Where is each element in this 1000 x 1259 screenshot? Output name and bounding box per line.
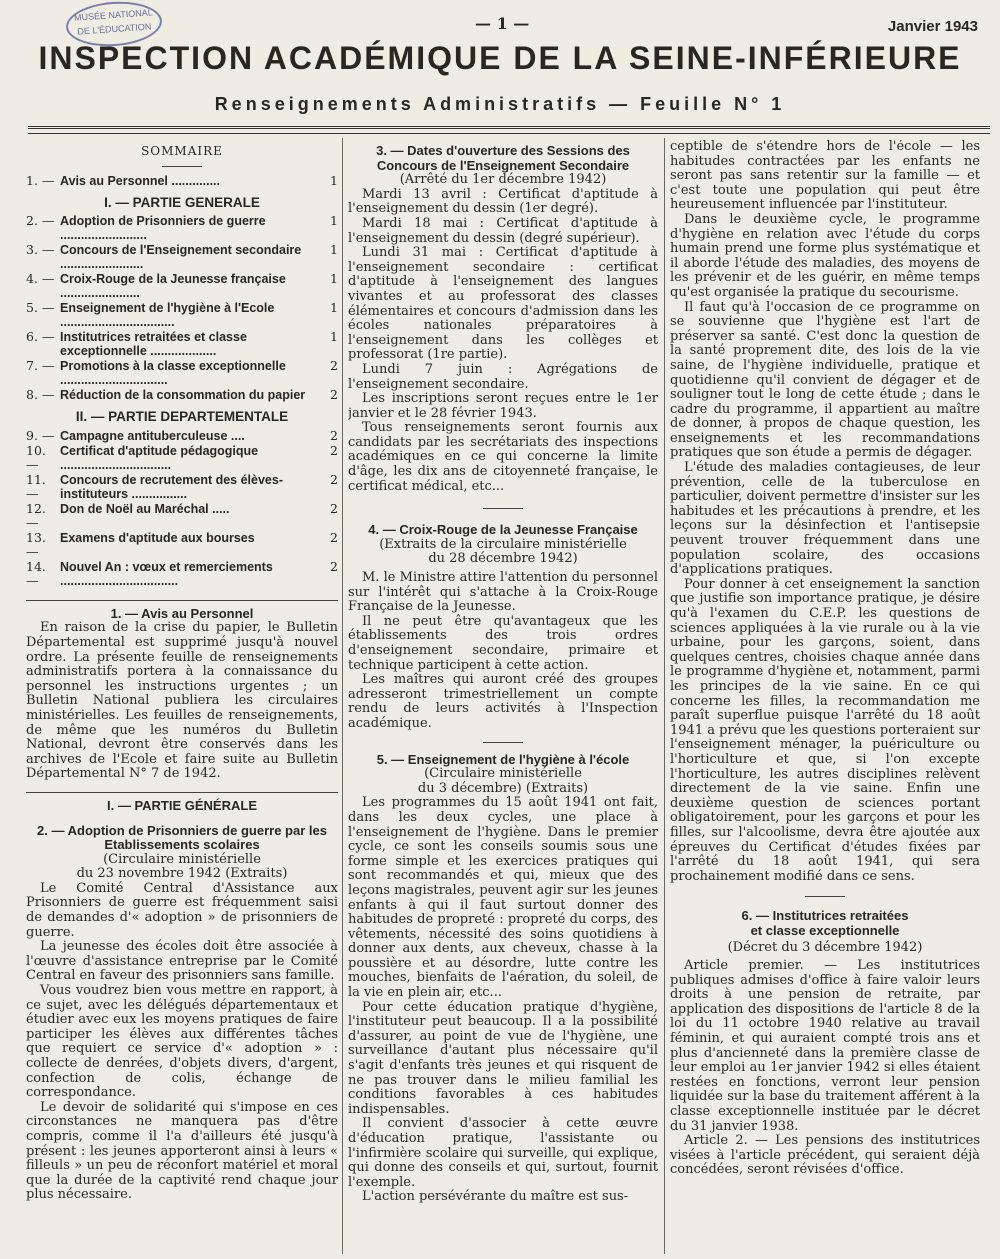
divider [26,792,338,793]
toc-entry [26,330,338,358]
toc-entry [26,243,338,271]
stamp-line-1: MUSÉE NATIONAL [73,7,154,23]
toc-page: 1 [330,271,338,287]
toc-page: 1 [330,242,338,258]
paragraph: M. le Ministre attire l'attention du personnel sur l'intérêt qui s'attache à la Croix-Rouge Française de la Jeunesse. [348,570,658,615]
divider [162,166,202,167]
section-subtitle: (Arrêté du 1er décembre 1942) [399,172,607,188]
masthead-title: INSPECTION ACADÉMIQUE DE LA SEINE-INFÉRIEURE [38,40,962,76]
toc-entry [26,560,338,588]
toc-entry [26,531,338,559]
toc-list-2 [26,429,338,588]
toc-number: 6. — [26,329,55,345]
sommaire-title: SOMMAIRE [141,144,223,158]
paragraph: Le Comité Central d'Assistance aux Prisonniers de guerre est fréquemment saisi de demandes d'« adoption » de prisonniers de guerre. [26,880,338,940]
column-2 [348,140,658,1252]
section-2-title: 2. — Adoption de Prisonniers de guerre par les Etablissements scolaires [37,822,327,853]
toc-text: Institutrices retraitées et classe exceptionnelle ................... [60,330,247,359]
column-3 [670,140,980,1252]
toc-part-heading: II. — PARTIE DEPARTEMENTALE [75,409,289,425]
toc-text: Enseignement de l'hygiène à l'Ecole ................................. [60,301,275,330]
toc-page: 2 [330,558,338,574]
toc-text: Concours de recrutement des élèves-instituteurs ................ [60,472,283,501]
toc-text: Examens d'aptitude aux bourses [60,530,255,545]
section-5-title: 5. — Enseignement de l'hygiène à l'école [376,751,630,767]
toc-page: 2 [330,442,338,458]
toc-page: 2 [330,529,338,545]
toc-list-1 [26,214,338,402]
toc-page: 1 [330,172,338,188]
section-subtitle: du 3 décembre) (Extraits) [417,780,589,796]
toc-entry [26,301,338,329]
toc-text: Campagne antituberculeuse .... [60,428,245,443]
toc-text: Avis au Personnel .............. [60,173,221,188]
paragraph: Lundi 7 juin : Agrégations de l'enseignement secondaire. [348,361,658,392]
paragraph: Il faut qu'à l'occasion de ce programme on se souvienne que l'hygiène est l'art de préserver sa santé. C'est donc la question de la santé proprement dite, des lois de la vie saine, de l'hygiène individuelle, pratique et quotidienne qu'il convient de dégager et de souligner tout le long de cette étude ; dans le cadre du programme, il appartient au maître de donner, à propos de chaque question, les enseignements et les recommandations pratiques que son étude a permis de dégager. [670,299,980,461]
section-subtitle: (Circulaire ministérielle [424,766,582,782]
section-subtitle: du 28 décembre 1942) [428,551,578,567]
paragraph: Le devoir de solidarité qui s'impose en ces circonstances ne manquera pas d'être compris, comme il l'a d'ailleurs été jusqu'à présent : les jeunes apporteront ainsi à leurs « filleuls » un peu de réconfort matériel et moral que la durée de la captivité rend chaque jour plus nécessaire. [26,1099,338,1203]
column-divider [664,138,665,1254]
paragraph: ceptible de s'étendre hors de l'école — les habitudes contractées par les enfants ne seront pas sans retentir sur la famille — et c'est toute une population qui peut être heureusement influencée par l'instituteur. [670,140,980,213]
toc-part-heading: I. — PARTIE GENERALE [104,194,260,210]
toc-page: 2 [330,500,338,516]
paragraph: Mardi 13 avril : Certificat d'aptitude à l'enseignement du dessin (1er degré). [348,186,658,217]
toc-text: Promotions à la classe exceptionnelle ............................... [60,359,286,388]
toc-entry [26,214,338,242]
toc-page: 1 [330,213,338,229]
paragraph: Lundi 31 mai : Certificat d'aptitude à l'enseignement secondaire : certificat d'aptitude à l'enseignement des langues vivantes et au professorat des classes élémentaires et concours d'admission dans les écoles nationales préparatoires à l'enseignement dans les collèges et professorat (1re partie). [348,245,658,363]
toc-text: Don de Noël au Maréchal ..... [60,501,230,516]
paragraph: Dans le deuxième cycle, le programme d'hygiène en relation avec l'étude du corps humain prend une forme plus systématique et il aborde l'étude des maladies, des moyens de les prévenir et de les guérir, en même temps qu'est organisée la pratique du secourisme. [670,211,980,300]
section-subtitle: (Décret du 3 décembre 1942) [727,940,923,956]
toc-number: 13. — [26,529,46,559]
toc-page: 2 [330,358,338,374]
paragraph: Il convient d'associer à cette œuvre d'éducation pratique, l'assistante ou l'infirmière scolaire qui surveille, qui explique, qui donne des conseils et qui, surtout, fournit l'exemple. [348,1116,658,1190]
toc-number: 11. — [26,471,46,501]
toc-number: 2. — [26,213,55,229]
toc-number: 3. — [26,242,55,258]
paragraph: Les programmes du 15 août 1941 ont fait, dans les deux cycles, une place à l'enseignement de l'hygiène. Dans le premier cycle, ce sont les conseils soumis sous une forme simple et les exercices pratiques qui sont recommandés et qui, mieux que des leçons magistrales, peuvent agir sur les jeunes enfants à qui il faut surtout donner des habitudes de propreté : propreté du corps, des vêtements, nécessité des soins quotidiens à donner aux dents, aux cheveux, chasse à la poussière et au désordre, lutte contre les mouches, bienfaits de l'aération, du soleil, de la vie en plein air, etc... [348,795,658,1001]
toc-number: 8. — [26,387,55,403]
toc-text: Certificat d'aptitude pédagogique ................................ [60,443,259,472]
toc-page: 1 [330,329,338,345]
toc-number: 9. — [26,427,55,443]
toc-page: 2 [330,427,338,443]
toc-entry [26,359,338,387]
toc-text: Concours de l'Enseignement secondaire ........................ [60,243,302,272]
masthead-subtitle: Renseignements Administratifs — Feuille N° 1 [214,94,786,114]
toc-text: Croix-Rouge de la Jeunesse française ....................... [60,272,286,301]
divider [805,896,845,897]
toc-entry [26,272,338,300]
paragraph: Tous renseignements seront fournis aux candidats par les secrétariats des inspections académiques en ce qui concerne la limite d'âge, les dix ans de citoyenneté française, le certificat médical, etc... [348,420,658,494]
page-number: — 1 — [475,14,530,33]
section-1-title: 1. — Avis au Personnel [110,605,254,621]
toc-number: 4. — [26,271,55,287]
paragraph: L'action persévérante du maître est sus- [362,1189,629,1205]
issue-date: Janvier 1943 [887,18,978,35]
paragraph: Pour donner à cet enseignement la sanction que justifie son importance pratique, je désire qu'à l'examen du C.E.P. les questions de sciences appliquées à la vie rurale ou à la vie urbaine, pour les garçons, soient, dans quelques centres, choisies chaque année dans le programme d'hygiène et, notamment, parmi les principes de la vie saine. En ce qui concerne les filles, la recommandation me paraît superflue puisque l'arrêté du 18 août 1941 a prévu que les questions porteraient sur l'enseignement ménager, la puériculture ou l'horticulture et que, si l'on excepte l'horticulture, les autres disciplines relèvent directement de la vie saine. Enfin une deuxième question de sciences portant obligatoirement, pour les garçons et pour les filles, sur l'alcoolisme, devra être ajoutée aux épreuves du Certificat d'études fixées par l'arrêté du 18 août 1941, qui sera prochainement modifié dans ce sens. [670,576,980,884]
toc-page: 2 [330,387,338,403]
toc-entry [26,429,338,443]
toc-entry [26,502,338,530]
toc-page: 1 [330,300,338,316]
paragraph: Les maîtres qui auront créé des groupes adresseront trimestriellement un compte rendu de leurs activités à l'Inspection académique. [348,672,658,731]
section-subtitle: (Extraits de la circulaire ministérielle [379,536,627,552]
paragraph: Il ne peut être qu'avantageux que les établissements des trois ordres d'enseignement secondaire, primaire et technique participent à cette action. [348,613,658,673]
section-6-title: 6. — Institutrices retraitées [741,908,909,924]
toc-entry [26,174,338,188]
section-3-title: 3. — Dates d'ouverture des Sessions des Concours de l'Enseignement Secondaire [376,143,630,173]
paragraph: L'étude des maladies contagieuses, de leur prévention, celle de la tuberculose en particulier, doivent permettre d'insister sur les habitudes et les précautions à prendre, et les leçons sur la désinfection et l'antisepsie peuvent trouver fréquemment dans une population scolaire, des occasions d'applications pratiques. [670,460,980,578]
toc-number: 14. — [26,558,46,588]
toc-page: 2 [330,471,338,487]
paragraph: Article premier. — Les institutrices publiques admises d'office à faire valoir leurs droits à une pension de retraite, par application des dispositions de l'article 8 de la loi du 11 octobre 1940 relative au travail féminin, et qui auraient compté trois ans et plus d'ancienneté dans la première classe de leur emploi au 1er janvier 1942 si elles étaient restées en fonctions, verront leur pension liquidée sur la base du traitement afférent à la classe exceptionnelle instituée par le décret du 31 janvier 1938. [670,958,980,1134]
header-rule [28,126,990,134]
toc-text: Adoption de Prisonniers de guerre ......................... [60,214,266,243]
toc-entry [26,444,338,472]
toc-number: 1. — [26,172,55,188]
toc-number: 12. — [26,500,46,530]
paragraph: La jeunesse des écoles doit être associée à l'œuvre d'assistance entreprise par le Comité Central en faveur des prisonniers sans famille. [26,939,338,984]
column-1 [26,140,338,1252]
toc-number: 7. — [26,358,55,374]
toc-text: Nouvel An : vœux et remerciements .................................. [60,559,273,588]
paragraph: Les inscriptions seront reçues entre le 1er janvier et le 28 février 1943. [348,391,658,421]
divider [26,600,338,601]
paragraph: Pour cette éducation pratique d'hygiène, l'instituteur peut beaucoup. Il a la possibilité d'assurer, au point de vue de l'hygiène, une surveillance d'autant plus nécessaire qu'il s'agit d'enfants très jeunes et qui risquent de ne pas trouver dans le milieu familial les conditions favorables à ces habitudes indispensables. [348,999,658,1117]
divider [483,508,523,509]
paragraph: Vous voudrez bien vous mettre en rapport, à ce sujet, avec les délégués départementaux et étudier avec eux les moyens pratiques de faire participer les élèves aux différentes tâches que requiert ce service d'« adoption » : collecte de denrées, d'objets divers, d'argent, confection de colis, échange de correspondance. [26,983,338,1101]
toc-number: 5. — [26,300,55,316]
stamp-line-2: DE L'ÉDUCATION [77,21,152,37]
section-6-title-line2: et classe exceptionnelle [750,922,900,938]
toc-text: Réduction de la consommation du papier [60,388,306,403]
part-heading: I. — PARTIE GÉNÉRALE [107,797,257,813]
paragraph: Mardi 18 mai : Certificat d'aptitude à l'enseignement du dessin (degré supérieur). [348,215,658,246]
paragraph: En raison de la crise du papier, le Bulletin Départemental est supprimé jusqu'à nouvel ordre. La présente feuille de renseignements administratifs portera à la connaissance du personnel les instructions urgentes ; un Bulletin National publiera les circulaires ministérielles. Les feuilles de renseignements, de même que les numéros du Bulletin National, devront être conservés dans les archives de l'Ecole et faire suite au Bulletin Départemental N° 7 de 1942. [26,620,338,782]
toc-number: 10. — [26,442,46,472]
section-subtitle: (Circulaire ministérielle [103,851,261,867]
section-subtitle: du 23 novembre 1942 (Extraits) [76,866,288,882]
divider [483,742,523,743]
paragraph: Article 2. — Les pensions des institutrices visées à l'article précédent, qui seraient déjà concédées, seront révisées d'office. [670,1133,980,1178]
toc-entry [26,473,338,501]
column-divider [342,138,343,1254]
toc-entry [26,388,338,402]
section-4-title: 4. — Croix-Rouge de la Jeunesse Française [368,522,638,538]
